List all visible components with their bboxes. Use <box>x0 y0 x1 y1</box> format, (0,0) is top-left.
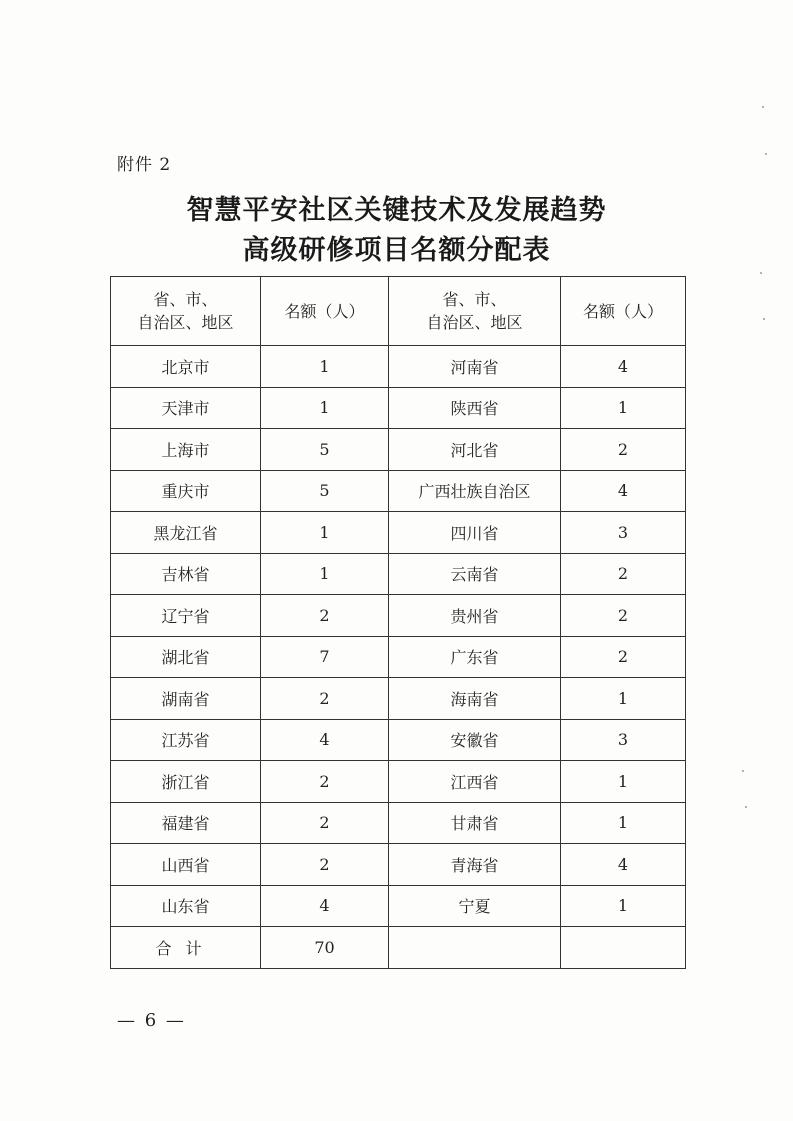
left-region-cell: 浙江省 <box>111 761 261 803</box>
empty-cell <box>389 927 561 969</box>
header-region-line2: 自治区、地区 <box>426 313 523 332</box>
right-quota-cell: 1 <box>561 678 686 720</box>
left-region-cell: 湖南省 <box>111 678 261 720</box>
right-quota-cell: 4 <box>561 844 686 886</box>
left-quota-cell: 4 <box>261 885 389 927</box>
left-region-cell: 山西省 <box>111 844 261 886</box>
table-row <box>111 553 686 595</box>
document-title-line-2: 高级研修项目名额分配表 <box>242 235 551 266</box>
scan-speck <box>763 318 765 320</box>
table-row <box>111 595 686 637</box>
scan-speck <box>762 106 764 108</box>
left-quota-cell: 1 <box>261 553 389 595</box>
right-quota-cell: 1 <box>561 802 686 844</box>
scan-speck <box>765 153 767 155</box>
total-label-cell: 合计 <box>111 927 261 969</box>
document-title-line-1: 智慧平安社区关键技术及发展趋势 <box>186 195 607 226</box>
left-region-cell: 吉林省 <box>111 553 261 595</box>
table-row <box>111 719 686 761</box>
total-value-cell: 70 <box>261 927 389 969</box>
right-region-cell: 青海省 <box>389 844 561 886</box>
left-region-cell: 上海市 <box>111 429 261 471</box>
left-quota-cell: 2 <box>261 678 389 720</box>
right-quota-cell: 3 <box>561 512 686 554</box>
right-quota-cell: 2 <box>561 595 686 637</box>
header-region-left <box>111 277 261 346</box>
left-region-cell: 重庆市 <box>111 470 261 512</box>
header-quota-right: 名额（人） <box>561 277 686 346</box>
table-header-row <box>111 277 686 346</box>
right-quota-cell: 4 <box>561 346 686 388</box>
right-region-cell: 河北省 <box>389 429 561 471</box>
right-region-cell: 贵州省 <box>389 595 561 637</box>
attachment-label: 附件 2 <box>117 155 172 175</box>
left-region-cell: 山东省 <box>111 885 261 927</box>
scan-speck <box>742 770 744 772</box>
table-row <box>111 512 686 554</box>
header-region-right <box>389 277 561 346</box>
table-row <box>111 761 686 803</box>
right-quota-cell: 2 <box>561 636 686 678</box>
right-quota-cell: 2 <box>561 553 686 595</box>
right-region-cell: 广西壮族自治区 <box>389 470 561 512</box>
table-row <box>111 885 686 927</box>
left-quota-cell: 1 <box>261 387 389 429</box>
right-quota-cell: 1 <box>561 761 686 803</box>
empty-cell <box>561 927 686 969</box>
table-row <box>111 470 686 512</box>
right-region-cell: 安徽省 <box>389 719 561 761</box>
header-quota-left: 名额（人） <box>261 277 389 346</box>
right-quota-cell: 4 <box>561 470 686 512</box>
table-row <box>111 429 686 471</box>
right-region-cell: 甘肃省 <box>389 802 561 844</box>
table-row <box>111 346 686 388</box>
left-quota-cell: 4 <box>261 719 389 761</box>
left-quota-cell: 5 <box>261 429 389 471</box>
table-row <box>111 844 686 886</box>
quota-allocation-table <box>110 276 686 969</box>
left-quota-cell: 1 <box>261 512 389 554</box>
header-region-line1: 省、市、 <box>153 290 218 309</box>
right-quota-cell: 3 <box>561 719 686 761</box>
right-quota-cell: 2 <box>561 429 686 471</box>
right-region-cell: 广东省 <box>389 636 561 678</box>
right-region-cell: 江西省 <box>389 761 561 803</box>
left-quota-cell: 2 <box>261 761 389 803</box>
left-region-cell: 江苏省 <box>111 719 261 761</box>
scan-speck <box>760 272 762 274</box>
left-quota-cell: 5 <box>261 470 389 512</box>
right-region-cell: 海南省 <box>389 678 561 720</box>
left-quota-cell: 2 <box>261 844 389 886</box>
left-region-cell: 辽宁省 <box>111 595 261 637</box>
table-row <box>111 636 686 678</box>
page-number: — 6 — <box>117 1010 186 1031</box>
left-region-cell: 黑龙江省 <box>111 512 261 554</box>
left-quota-cell: 2 <box>261 595 389 637</box>
scan-speck <box>745 806 747 808</box>
left-region-cell: 北京市 <box>111 346 261 388</box>
left-region-cell: 湖北省 <box>111 636 261 678</box>
table-row <box>111 678 686 720</box>
right-region-cell: 四川省 <box>389 512 561 554</box>
header-region-line2: 自治区、地区 <box>137 313 234 332</box>
table-row <box>111 387 686 429</box>
left-region-cell: 天津市 <box>111 387 261 429</box>
right-region-cell: 云南省 <box>389 553 561 595</box>
right-region-cell: 河南省 <box>389 346 561 388</box>
left-quota-cell: 1 <box>261 346 389 388</box>
header-region-line1: 省、市、 <box>442 290 507 309</box>
left-region-cell: 福建省 <box>111 802 261 844</box>
table-row <box>111 802 686 844</box>
right-region-cell: 陕西省 <box>389 387 561 429</box>
left-quota-cell: 2 <box>261 802 389 844</box>
right-quota-cell: 1 <box>561 885 686 927</box>
left-quota-cell: 7 <box>261 636 389 678</box>
right-region-cell: 宁夏 <box>389 885 561 927</box>
table-total-row <box>111 927 686 969</box>
right-quota-cell: 1 <box>561 387 686 429</box>
